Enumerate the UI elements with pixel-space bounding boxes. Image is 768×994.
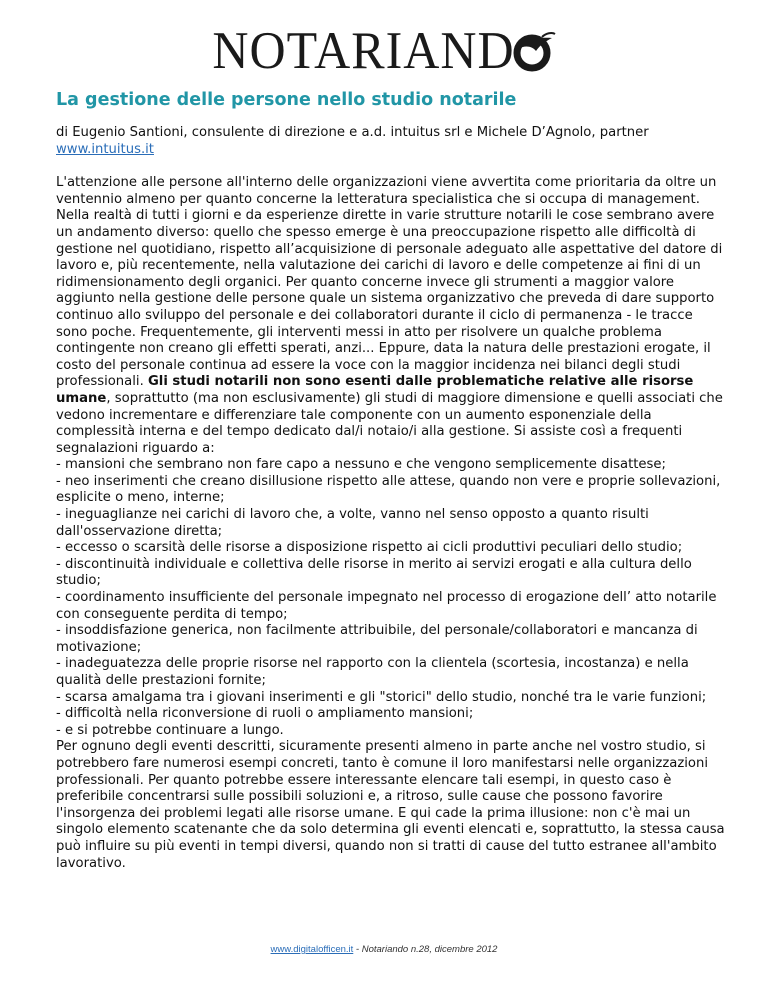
footer-publication: - Notariando n.28, dicembre 2012 (353, 944, 498, 955)
byline-text: di Eugenio Santioni, consulente di direzione e a.d. intuitus srl e Michele D’Agnolo, partner (56, 125, 649, 140)
list-item: - scarsa amalgama tra i giovani inserimenti e gli "storici" dello studio, nonché tra le varie funzioni; (56, 689, 707, 705)
byline (56, 125, 726, 158)
list-item: - insoddisfazione generica, non facilmente attribuibile, del personale/collaboratori e mancanza di motivazione; (56, 623, 698, 655)
closing-text: Per ognuno degli eventi descritti, sicuramente presenti almeno in parte anche nel vostro studio, si potrebbero fare numerosi esempi concreti, tanto è comune il loro manifestarsi nelle organizzazioni professionali. Per quanto potrebbe essere interessante elencare tali esempi, in questo caso è preferibile concentrarsi sulle possibili soluzioni e, a ritroso, sulle cause che possono favorire l'insorgenza dei problemi legati alle risorse umane. E qui cade la prima illusione: non c'è mai un singolo elemento scatenante che da solo determina gli eventi elencati e, soprattutto, la stessa causa può influire su più eventi in tempi diversi, quando non si tratti di cause del tutto estranee all'ambito lavorativo. (56, 739, 725, 871)
logo-wordmark: NOTARIAND (212, 20, 515, 80)
main-paragraph (56, 175, 726, 872)
list-item: - neo inserimenti che creano disillusione rispetto alle attese, quando non vere e proprie sollevazioni, esplicite o meno, interne; (56, 473, 721, 506)
list-item: - difficoltà nella riconversione di ruoli o ampliamento mansioni; (56, 706, 474, 722)
list-item: - inadeguatezza delle proprie risorse nel rapporto con la clientela (scortesia, incostanza) e nella qualità delle prestazioni fornite; (56, 656, 689, 688)
footer-link[interactable]: www.digitalofficen.it (270, 944, 354, 955)
list-item: - coordinamento insufficiente del personale impegnato nel processo di erogazione dell’ atto notarile con conseguente perdita di tempo; (56, 590, 717, 622)
intuitus-link[interactable]: www.intuitus.it (56, 141, 154, 157)
list-item: - discontinuità individuale e collettiva delle risorse in merito ai servizi erogati e alla cultura dello studio; (56, 556, 692, 589)
bold-statement: Gli studi notarili non sono esenti dalle problematiche relative alle risorse umane (56, 374, 694, 406)
list-item: - mansioni che sembrano non fare capo a nessuno e che vengono semplicemente disattese; (56, 457, 666, 473)
masthead (0, 22, 768, 78)
list-item: - e si potrebbe continuare a lungo. (56, 722, 284, 738)
article-body (56, 125, 726, 872)
intro-text: L'attenzione alle persone all'interno delle organizzazioni viene avvertita come prioritaria da oltre un ventennio almeno per quanto concerne la letteratura specialistica che si occupa di management. Nella realtà di tutti i giorni e da esperienze dirette in varie strutture notarili le cose sembrano avere un andamento diverso: quello che spesso emerge è una preoccupazione rispetto alle difficoltà di gestione nel quotidiano, rispetto all’acquisizione di personale adeguato alle aspettative del datore di lavoro e, più recentemente, nella valutazione dei carichi di lavoro e delle competenze ai fini di un ridimensionamento degli organici. Per quanto concerne invece gli strumenti a maggior valore aggiunto nella gestione delle persone quale un sistema organizzativo che preveda di dare supporto continuo allo sviluppo del personale e dei collaboratori durante il ciclo di permanenza - le tracce sono poche. Frequentemente, gli interventi messi in atto per risolvere un qualche problema contingente non creano gli effetti sperati, anzi... Eppure, data la natura delle prestazioni erogate, il costo del personale continua ad essere la voce con la maggior incidenza nei bilanci degli studi professionali. (56, 175, 723, 390)
page-footer (0, 944, 768, 955)
paragraph-spacer (56, 158, 726, 175)
list-item: - eccesso o scarsità delle risorse a disposizione rispetto ai cicli produttivi peculiari dello studio; (56, 540, 683, 556)
continuation-text: , soprattutto (ma non esclusivamente) gli studi di maggiore dimensione e quelli associati che vedono incrementare e differenziare tale componente con un aumento esponenziale della complessità interna e del tempo dedicato dal/i notaio/i alla gestione. Si assiste così a frequenti segnalazioni riguardo a: (56, 390, 723, 456)
logo-o-swirl-icon (512, 29, 556, 73)
article-title: La gestione delle persone nello studio notarile (56, 90, 517, 110)
list-item: - ineguaglianze nei carichi di lavoro che, a volte, vanno nel senso opposto a quanto risulti dall'osservazione diretta; (56, 507, 649, 539)
